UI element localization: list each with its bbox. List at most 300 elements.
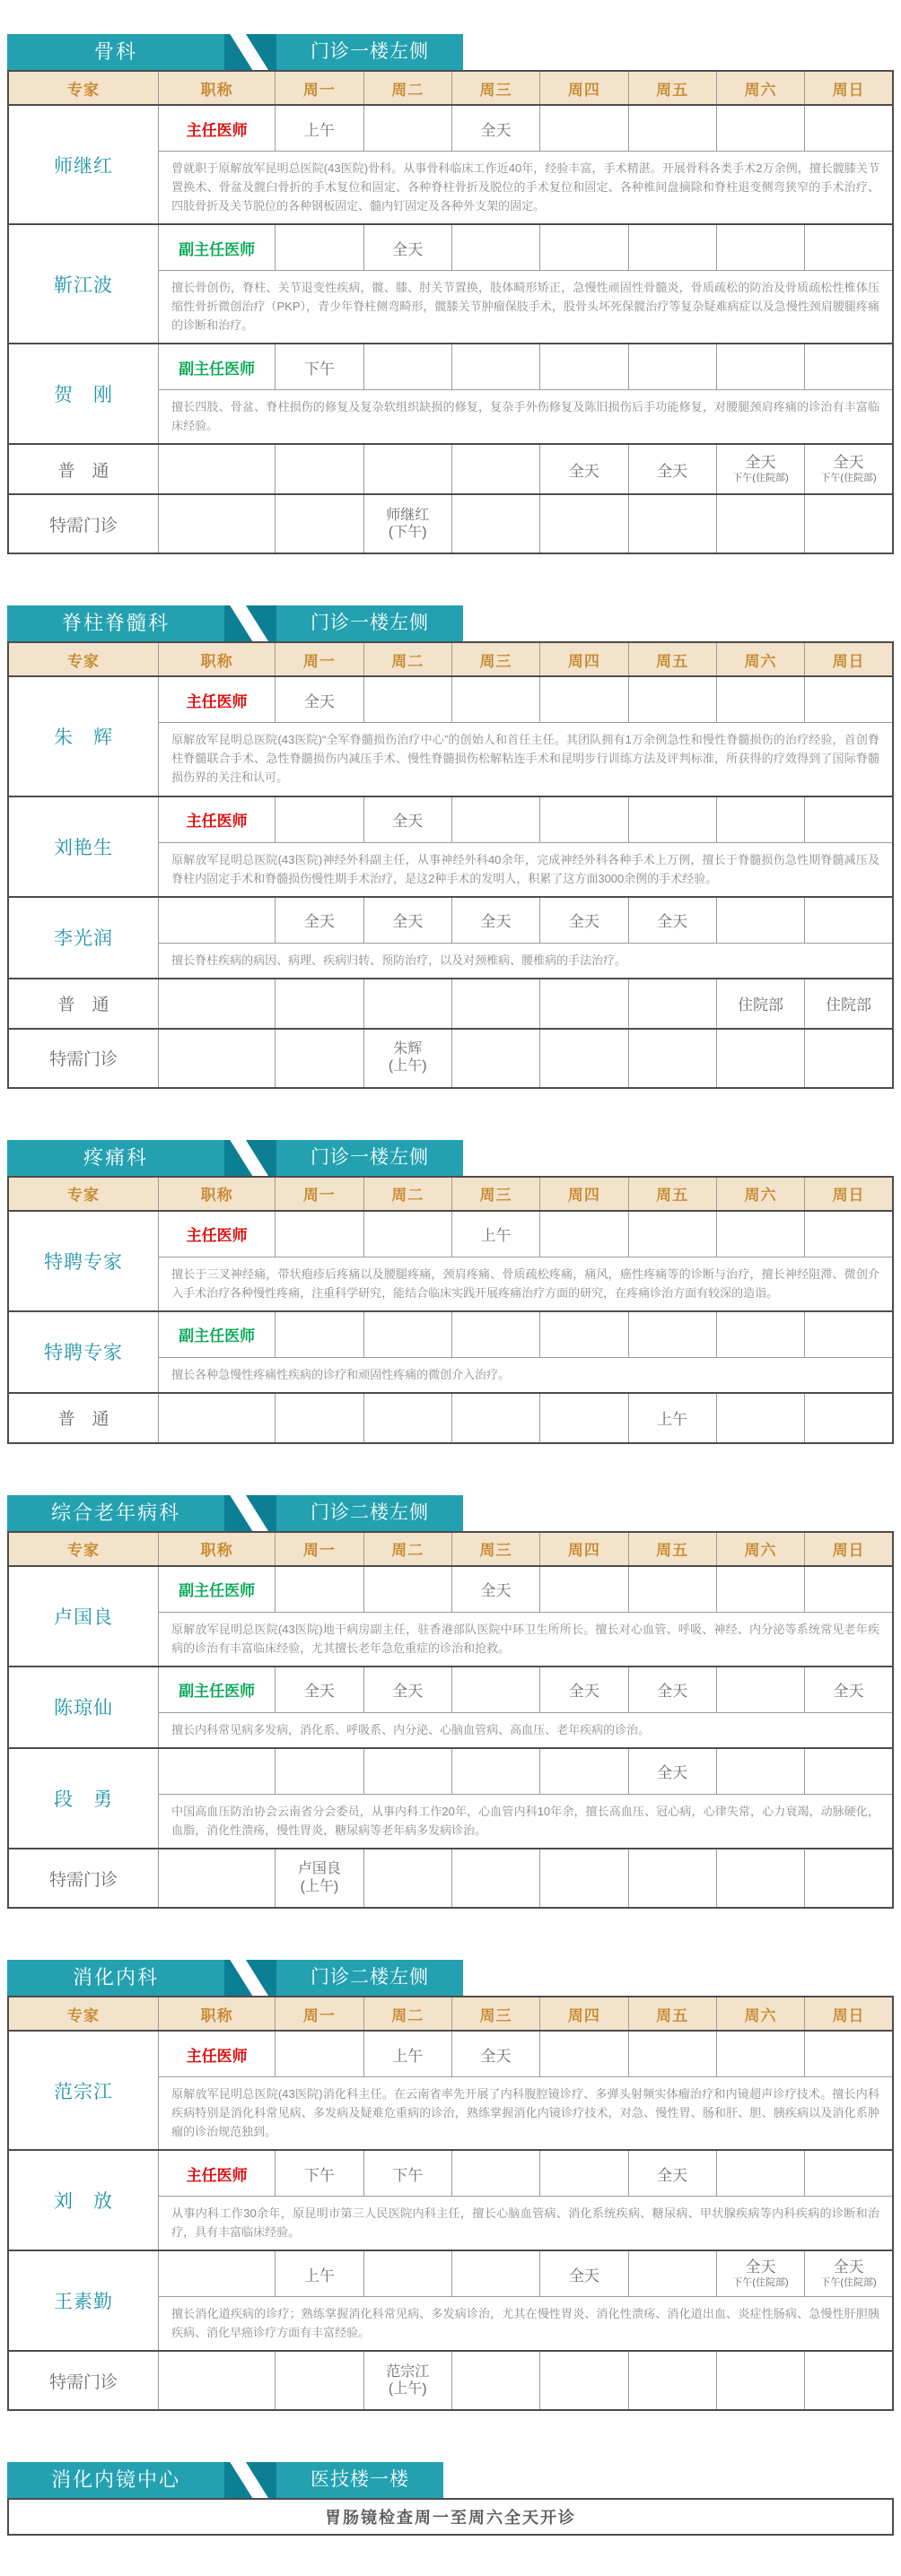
doctor-name: 陈琼仙 [8,1667,159,1748]
schedule-cell: 全天 [451,105,539,152]
schedule-cell [540,1311,628,1358]
doctor-block [8,1667,893,1748]
col-header-weekday-3: 周三 [451,71,539,105]
row-label: 特需门诊 [8,494,159,553]
schedule-cell [716,1029,804,1088]
schedule-cell [716,2150,804,2197]
schedule-cell [451,2250,539,2297]
banner-slash-icon [224,605,276,641]
schedule-cell-line1: 全天 [745,2258,776,2276]
schedule-cell [716,1211,804,1258]
doctor-description: 擅长各种急慢性疼痛性疾病的诊疗和顽固性疼痛的微创介入治疗。 [159,1357,893,1393]
general-clinic-block [8,1393,893,1443]
col-header-weekday-6: 周六 [716,642,804,676]
sections-container [7,34,894,2536]
schedule-cell: 全天 [451,2031,539,2077]
schedule-cell [716,1748,804,1795]
col-header-weekday-2: 周二 [363,1532,451,1566]
doctor-description: 从事内科工作30余年，原昆明市第三人民医院内科主任，擅长心脑血管病、消化系统疾病、糖尿病、甲状腺疾病等内科疾病的诊断和治疗，具有丰富临床经验。 [159,2197,893,2251]
schedule-cell: 全天 [805,1667,893,1713]
empty-title-cell [159,1393,276,1443]
schedule-cell [451,444,539,494]
doctor-block [8,1211,893,1311]
schedule-cell-line2: (上午) [388,1058,427,1075]
table-head [8,1532,893,1566]
doctor-schedule-row [8,2150,893,2197]
schedule-cell [628,2031,716,2077]
empty-title-cell [159,444,276,494]
schedule-cell [716,796,804,843]
col-header-weekday-4: 周四 [540,642,628,676]
special-needs-clinic-row [8,1849,893,1908]
schedule-table [7,70,894,554]
col-header-weekday-7: 周日 [805,1997,893,2031]
schedule-cell [540,2351,628,2410]
doctor-title: 主任医师 [159,676,276,723]
schedule-cell [451,1849,539,1908]
special-needs-clinic-row [8,494,893,553]
schedule-cell: 全天 [363,224,451,271]
schedule-cell: 上午 [276,105,363,152]
schedule-cell [451,1667,539,1713]
schedule-cell: 全天 [628,1667,716,1713]
schedule-cell [540,2031,628,2077]
col-header-weekday-5: 周五 [628,71,716,105]
section-banner [7,2462,894,2498]
schedule-cell [363,494,451,553]
table-head [8,1997,893,2031]
department-name: 综合老年病科 [7,1495,224,1531]
doctor-description: 曾就职于原解放军昆明总医院(43医院)骨科。从事骨科临床工作近40年，经验丰富，手术精湛。开展骨科各类手术2万余例，擅长髋膝关节置换术、骨盆及髋臼骨折的手术复位和固定、各种脊柱骨折及脱位的手术复位和固定、各种椎间盘摘除和脊柱退变侧弯狭窄的手术治疗、四肢骨折及关节脱位的各种钢板固定、髓内钉固定及各种外支架的固定。 [159,152,893,225]
doctor-schedule-row [8,1311,893,1358]
schedule-cell: 全天 [628,444,716,494]
schedule-cell [451,344,539,390]
col-header-weekday-4: 周四 [540,1177,628,1211]
doctor-schedule-row [8,344,893,390]
doctor-block [8,105,893,224]
table-header-row [8,1997,893,2031]
schedule-cell [805,1029,893,1088]
schedule-cell [805,1748,893,1795]
col-header-weekday-6: 周六 [716,71,804,105]
col-header-title: 职称 [159,71,276,105]
schedule-cell [451,1748,539,1795]
doctor-block [8,796,893,897]
schedule-cell: 上午 [628,1393,716,1443]
doctor-schedule-row [8,1667,893,1713]
schedule-cell [363,105,451,152]
banner-slash-icon [224,1960,276,1996]
doctor-schedule-row [8,2031,893,2077]
schedule-cell-line2: (下午) [388,524,427,540]
schedule-cell [451,2351,539,2410]
schedule-cell [716,2031,804,2077]
schedule-cell [628,1566,716,1613]
schedule-cell [628,676,716,723]
col-header-weekday-7: 周日 [805,1177,893,1211]
schedule-cell [716,897,804,944]
special-needs-clinic-block [8,494,893,553]
schedule-cell-line2: (上午) [300,1878,339,1894]
schedule-cell [276,979,363,1029]
department-section [7,2462,894,2536]
col-header-weekday-5: 周五 [628,1177,716,1211]
schedule-cell: 上午 [363,2031,451,2077]
doctor-title: 副主任医师 [159,1667,276,1713]
department-location: 门诊一楼左侧 [276,1140,463,1176]
col-header-weekday-5: 周五 [628,1532,716,1566]
general-clinic-row [8,979,893,1029]
schedule-cell [805,1311,893,1358]
schedule-cell [628,1311,716,1358]
schedule-cell-line1: 范宗江 [386,2363,430,2380]
schedule-cell [540,1849,628,1908]
doctor-description: 擅长内科常见病多发病，消化系、呼吸系、内分泌、心脑血管病、高血压、老年疾病的诊治。 [159,1712,893,1748]
col-header-expert: 专家 [8,1177,159,1211]
schedule-cell: 全天 [363,1667,451,1713]
department-section [7,1495,894,1909]
general-clinic-block [8,979,893,1029]
schedule-cell [628,344,716,390]
schedule-cell: 上午 [276,2250,363,2297]
doctor-description: 原解放军昆明总医院(43医院)消化科主任。在云南省率先开展了内科腹腔镜诊疗、多弹头射频实体瘤治疗和内镜超声诊疗技术。擅长内科疾病特别是消化科常见病、多发病及疑难危重病的诊治，熟练掌握消化内镜诊疗技术，对急、慢性胃、肠和肝、胆、胰疾病以及消化系肿瘤的诊治规范独到。 [159,2077,893,2151]
schedule-cell [805,2150,893,2197]
schedule-cell [540,676,628,723]
schedule-cell: 住院部 [716,979,804,1029]
schedule-cell [628,224,716,271]
empty-title-cell [159,2351,276,2410]
empty-title-cell [159,979,276,1029]
schedule-cell [805,676,893,723]
row-label: 特需门诊 [8,1849,159,1908]
schedule-cell [540,494,628,553]
department-location: 门诊一楼左侧 [276,34,463,70]
schedule-cell [276,1849,363,1908]
schedule-cell [276,1311,363,1358]
doctor-name: 段 勇 [8,1748,159,1849]
schedule-cell: 全天 [276,897,363,944]
doctor-name: 特聘专家 [8,1211,159,1311]
col-header-title: 职称 [159,1177,276,1211]
banner-slash-icon [224,1495,276,1531]
schedule-cell [805,2031,893,2077]
schedule-cell [628,2250,716,2297]
col-header-title: 职称 [159,1532,276,1566]
schedule-cell [716,344,804,390]
doctor-title [159,1748,276,1795]
schedule-cell-line1: 卢国良 [297,1861,341,1877]
schedule-cell: 全天 [628,2150,716,2197]
table-header-row [8,1177,893,1211]
col-header-expert: 专家 [8,71,159,105]
special-needs-clinic-block [8,2351,893,2410]
doctor-name: 刘 放 [8,2150,159,2250]
doctor-schedule-row [8,676,893,723]
doctor-block [8,1566,893,1667]
schedule-cell [363,1566,451,1613]
schedule-cell [363,1311,451,1358]
schedule-cell [540,1029,628,1088]
doctor-schedule-row [8,224,893,271]
schedule-cell: 下午 [276,2150,363,2197]
schedule-cell [716,1393,804,1443]
doctor-block [8,1748,893,1849]
schedule-cell [628,1211,716,1258]
schedule-cell [276,796,363,843]
doctor-title: 副主任医师 [159,224,276,271]
col-header-weekday-6: 周六 [716,1997,804,2031]
schedule-cell [628,979,716,1029]
schedule-table [7,1996,894,2411]
doctor-description: 擅长消化道疾病的诊疗；熟练掌握消化科常见病、多发病诊治，尤其在慢性胃炎、消化性溃疡、消化道出血、炎症性肠病、急慢性肝胆胰疾病、消化早癌诊疗方面有丰富经验。 [159,2297,893,2352]
schedule-cell [451,1393,539,1443]
schedule-cell: 全天 [363,796,451,843]
table-head [8,1177,893,1211]
table-header-row [8,1532,893,1566]
schedule-cell [540,1748,628,1795]
doctor-name: 卢国良 [8,1566,159,1667]
row-label: 普 通 [8,444,159,494]
col-header-weekday-2: 周二 [363,71,451,105]
schedule-cell [805,897,893,944]
empty-title-cell [159,494,276,553]
schedule-cell-line1: 全天 [745,454,776,472]
col-header-weekday-4: 周四 [540,1532,628,1566]
schedule-cell-line1: 师继红 [386,507,430,523]
schedule-cell [540,979,628,1029]
schedule-cell-line2: 下午(住院部) [820,472,877,483]
doctor-name: 贺 刚 [8,344,159,444]
col-header-weekday-4: 周四 [540,71,628,105]
row-label: 普 通 [8,1393,159,1443]
col-header-expert: 专家 [8,1532,159,1566]
schedule-cell: 全天 [628,897,716,944]
section-banner [7,1960,894,1996]
schedule-cell [805,344,893,390]
schedule-cell [540,344,628,390]
doctor-block [8,897,893,979]
special-needs-clinic-row [8,2351,893,2410]
schedule-cell [805,444,893,494]
doctor-description: 擅长于三叉神经痛，带状疱疹后疼痛以及腰腿疼痛，颈肩疼痛、骨质疏松疼痛，痛风，癌性疼痛等的诊断与治疗，擅长神经阻滞、微创介入手术治疗各种慢性疼痛，注重科学研究，能结合临床实践开展疼痛治疗方面的研究，在疼痛诊治方面有较深的造诣。 [159,1257,893,1311]
schedule-cell [276,224,363,271]
schedule-cell [716,2351,804,2410]
doctor-block [8,344,893,444]
doctor-schedule-row [8,796,893,843]
schedule-cell [628,2351,716,2410]
schedule-cell [363,1849,451,1908]
schedule-cell [276,2351,363,2410]
notice-table [7,2498,894,2536]
col-header-weekday-4: 周四 [540,1997,628,2031]
schedule-cell [716,1849,804,1908]
row-label: 特需门诊 [8,1029,159,1088]
notice-row [8,2499,893,2535]
schedule-cell: 住院部 [805,979,893,1029]
section-banner [7,34,894,70]
row-label: 普 通 [8,979,159,1029]
doctor-title [159,897,276,944]
empty-title-cell [159,1849,276,1908]
schedule-cell [805,224,893,271]
schedule-cell [540,105,628,152]
section-banner [7,1140,894,1176]
department-section [7,34,894,554]
col-header-weekday-5: 周五 [628,642,716,676]
col-header-weekday-7: 周日 [805,642,893,676]
col-header-weekday-7: 周日 [805,71,893,105]
col-header-weekday-1: 周一 [276,1532,363,1566]
doctor-block [8,1311,893,1393]
special-needs-clinic-row [8,1029,893,1088]
doctor-description: 中国高血压防治协会云南省分会委员，从事内科工作20年，心血管内科10年余，擅长高血压、冠心病，心律失常，心力衰竭，动脉硬化，血脂，消化性溃疡，慢性胃炎，糖尿病等老年病多发病诊治。 [159,1794,893,1849]
schedule-cell [540,224,628,271]
schedule-cell [716,1667,804,1713]
doctor-title: 主任医师 [159,1211,276,1258]
department-name: 消化内镜中心 [7,2462,224,2498]
doctor-title: 副主任医师 [159,344,276,390]
schedule-cell [363,1393,451,1443]
col-header-weekday-2: 周二 [363,642,451,676]
doctor-name: 范宗江 [8,2031,159,2150]
schedule-cell [276,494,363,553]
department-location: 门诊二楼左侧 [276,1960,463,1996]
table-head [8,71,893,105]
schedule-cell: 全天 [276,676,363,723]
row-label: 特需门诊 [8,2351,159,2410]
doctor-block [8,2250,893,2351]
doctor-schedule-row [8,1748,893,1795]
doctor-description: 擅长骨创伤，脊柱、关节退变性疾病，髋、膝、肘关节置换，肢体畸形矫正，急慢性顽固性骨髓炎，骨质疏松的防治及骨质疏松性椎体压缩性骨折微创治疗（PKP），青少年脊柱侧弯畸形，髋膝关节肿瘤保肢手术，股骨头坏死保髋治疗等复杂疑难病症以及急慢性颈肩腰腿疼痛的诊断和治疗。 [159,271,893,344]
notice-block [8,2499,893,2535]
col-header-expert: 专家 [8,642,159,676]
col-header-weekday-2: 周二 [363,1997,451,2031]
special-needs-clinic-block [8,1029,893,1088]
department-section [7,605,894,1088]
general-clinic-block [8,444,893,494]
doctor-title: 主任医师 [159,105,276,152]
table-head [8,642,893,676]
schedule-cell-line1: 朱辉 [393,1041,423,1057]
schedule-cell [716,105,804,152]
schedule-cell [363,1748,451,1795]
schedule-cell [805,2250,893,2297]
general-clinic-row [8,444,893,494]
schedule-cell [451,979,539,1029]
doctor-name: 刘艳生 [8,796,159,897]
schedule-cell: 上午 [451,1211,539,1258]
department-name: 骨科 [7,34,224,70]
schedule-cell [805,1566,893,1613]
schedule-cell [805,1211,893,1258]
doctor-name: 特聘专家 [8,1311,159,1393]
col-header-weekday-3: 周三 [451,1997,539,2031]
schedule-cell [451,224,539,271]
schedule-cell [276,2031,363,2077]
doctor-description: 擅长脊柱疾病的病因、病理、疾病归转、预防治疗，以及对颈椎病、腰椎病的手法治疗。 [159,943,893,979]
schedule-cell [451,1311,539,1358]
schedule-cell [451,676,539,723]
notice-text: 胃肠镜检查周一至周六全天开诊 [8,2499,893,2535]
schedule-cell: 全天 [276,1667,363,1713]
doctor-name: 朱 辉 [8,676,159,796]
schedule-table [7,1531,894,1909]
schedule-cell [540,1211,628,1258]
doctor-schedule-row [8,1211,893,1258]
col-header-weekday-5: 周五 [628,1997,716,2031]
schedule-cell [628,494,716,553]
schedule-cell-line2: 下午(住院部) [820,2276,877,2288]
col-header-weekday-7: 周日 [805,1532,893,1566]
col-header-title: 职称 [159,1997,276,2031]
col-header-expert: 专家 [8,1997,159,2031]
banner-slash-icon [224,2462,276,2498]
table-header-row [8,71,893,105]
doctor-description: 原解放军昆明总医院(43医院)“全军脊髓损伤治疗中心”的创始人和首任主任。其团队拥有1万余例急性和慢性脊髓损伤的治疗经验，首创脊柱脊髓联合手术、急性脊髓损伤内减压手术、慢性脊髓损伤松解粘连手术和昆明步行训练方法及评判标准，所获得的疗效得到了国际脊髓损伤界的关注和认可。 [159,723,893,796]
doctor-schedule-row [8,897,893,944]
doctor-block [8,224,893,344]
doctor-name: 王素勤 [8,2250,159,2351]
schedule-cell [540,2150,628,2197]
section-banner [7,1495,894,1531]
col-header-weekday-6: 周六 [716,1532,804,1566]
department-location: 门诊二楼左侧 [276,1495,463,1531]
col-header-title: 职称 [159,642,276,676]
schedule-cell: 全天 [540,444,628,494]
schedule-cell [363,1211,451,1258]
schedule-cell: 全天 [363,897,451,944]
schedule-cell [716,2250,804,2297]
doctor-title: 主任医师 [159,796,276,843]
schedule-cell [276,444,363,494]
doctor-name: 李光润 [8,897,159,979]
banner-slash-icon [224,1140,276,1176]
department-location: 医技楼一楼 [276,2462,443,2498]
col-header-weekday-1: 周一 [276,71,363,105]
schedule-cell [276,1566,363,1613]
schedule-cell [363,2351,451,2410]
special-needs-clinic-block [8,1849,893,1908]
schedule-cell: 下午 [276,344,363,390]
col-header-weekday-2: 周二 [363,1177,451,1211]
doctor-title: 主任医师 [159,2031,276,2077]
doctor-block [8,2031,893,2150]
schedule-cell [805,1849,893,1908]
schedule-cell: 全天 [540,1667,628,1713]
schedule-cell [276,1748,363,1795]
schedule-cell: 全天 [451,1566,539,1613]
doctor-description: 原解放军昆明总医院(43医院)地干病房副主任，驻香港部队医院中环卫生所所长。擅长对心血管、呼吸、神经、内分泌等系统常见老年疾病的诊治有丰富临床经验，尤其擅长老年急危重症的诊治和抢救。 [159,1612,893,1667]
schedule-cell [451,494,539,553]
department-section [7,1960,894,2411]
doctor-schedule-row [8,105,893,152]
schedule-cell [363,979,451,1029]
schedule-cell [805,494,893,553]
schedule-cell: 下午 [363,2150,451,2197]
schedule-cell [363,444,451,494]
schedule-cell [363,676,451,723]
table-header-row [8,642,893,676]
schedule-cell [805,796,893,843]
schedule-cell [628,1849,716,1908]
schedule-cell [540,1393,628,1443]
schedule-cell [540,796,628,843]
schedule-cell [716,224,804,271]
schedule-cell [276,1211,363,1258]
schedule-cell-line1: 全天 [833,2258,864,2276]
doctor-name: 师继红 [8,105,159,224]
schedule-cell [276,1393,363,1443]
